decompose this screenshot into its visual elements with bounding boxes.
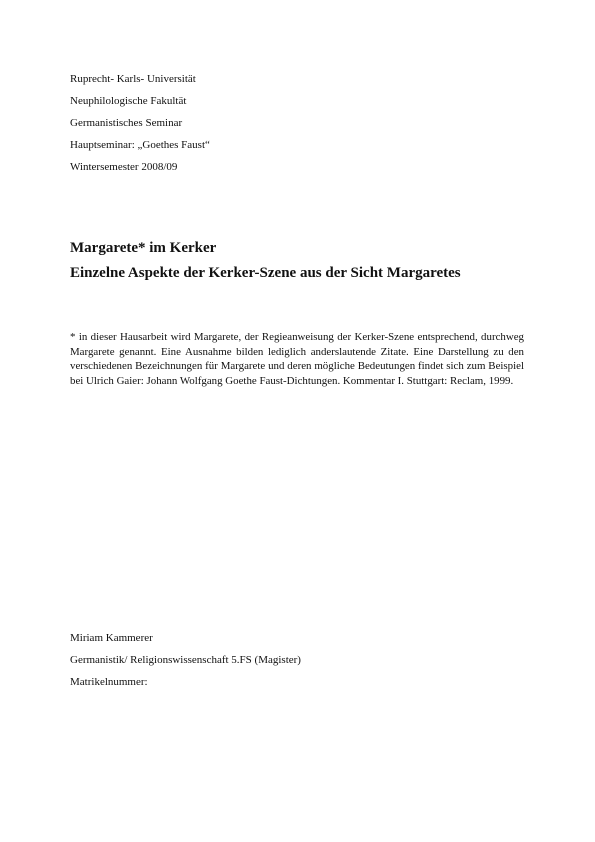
author-block bbox=[70, 627, 301, 693]
faculty-name: Neuphilologische Fakultät bbox=[70, 95, 187, 107]
matriculation-label: Matrikelnummer: bbox=[70, 676, 148, 688]
study-program: Germanistik/ Religionswissenschaft 5.FS (Magister) bbox=[70, 654, 301, 666]
title-block bbox=[70, 236, 530, 286]
main-title: Margarete* im Kerker bbox=[70, 240, 217, 256]
author-name: Miriam Kammerer bbox=[70, 632, 153, 644]
course-name: Hauptseminar: „Goethes Faust“ bbox=[70, 139, 210, 151]
title-footnote: * in dieser Hausarbeit wird Margarete, der Regieanweisung der Kerker-Szene entsprechend, durchweg Margarete genannt. Eine Ausnahme bilden lediglich anderslautende Zitate. Eine Darstellung zu den verschiedenen Bezeichnungen für Margarete und deren mögliche Bedeutungen findet sich zum Beispiel bei Ulrich Gaier: Johann Wolfgang Goethe Faust-Dichtungen. Kommentar I. Stuttgart: Reclam, 1999. bbox=[70, 331, 524, 387]
institution-block bbox=[70, 68, 210, 178]
seminar-name: Germanistisches Seminar bbox=[70, 117, 183, 129]
university-name: Ruprecht- Karls- Universität bbox=[70, 73, 196, 85]
semester: Wintersemester 2008/09 bbox=[70, 161, 178, 173]
subtitle: Einzelne Aspekte der Kerker-Szene aus der Sicht Margaretes bbox=[70, 265, 461, 281]
